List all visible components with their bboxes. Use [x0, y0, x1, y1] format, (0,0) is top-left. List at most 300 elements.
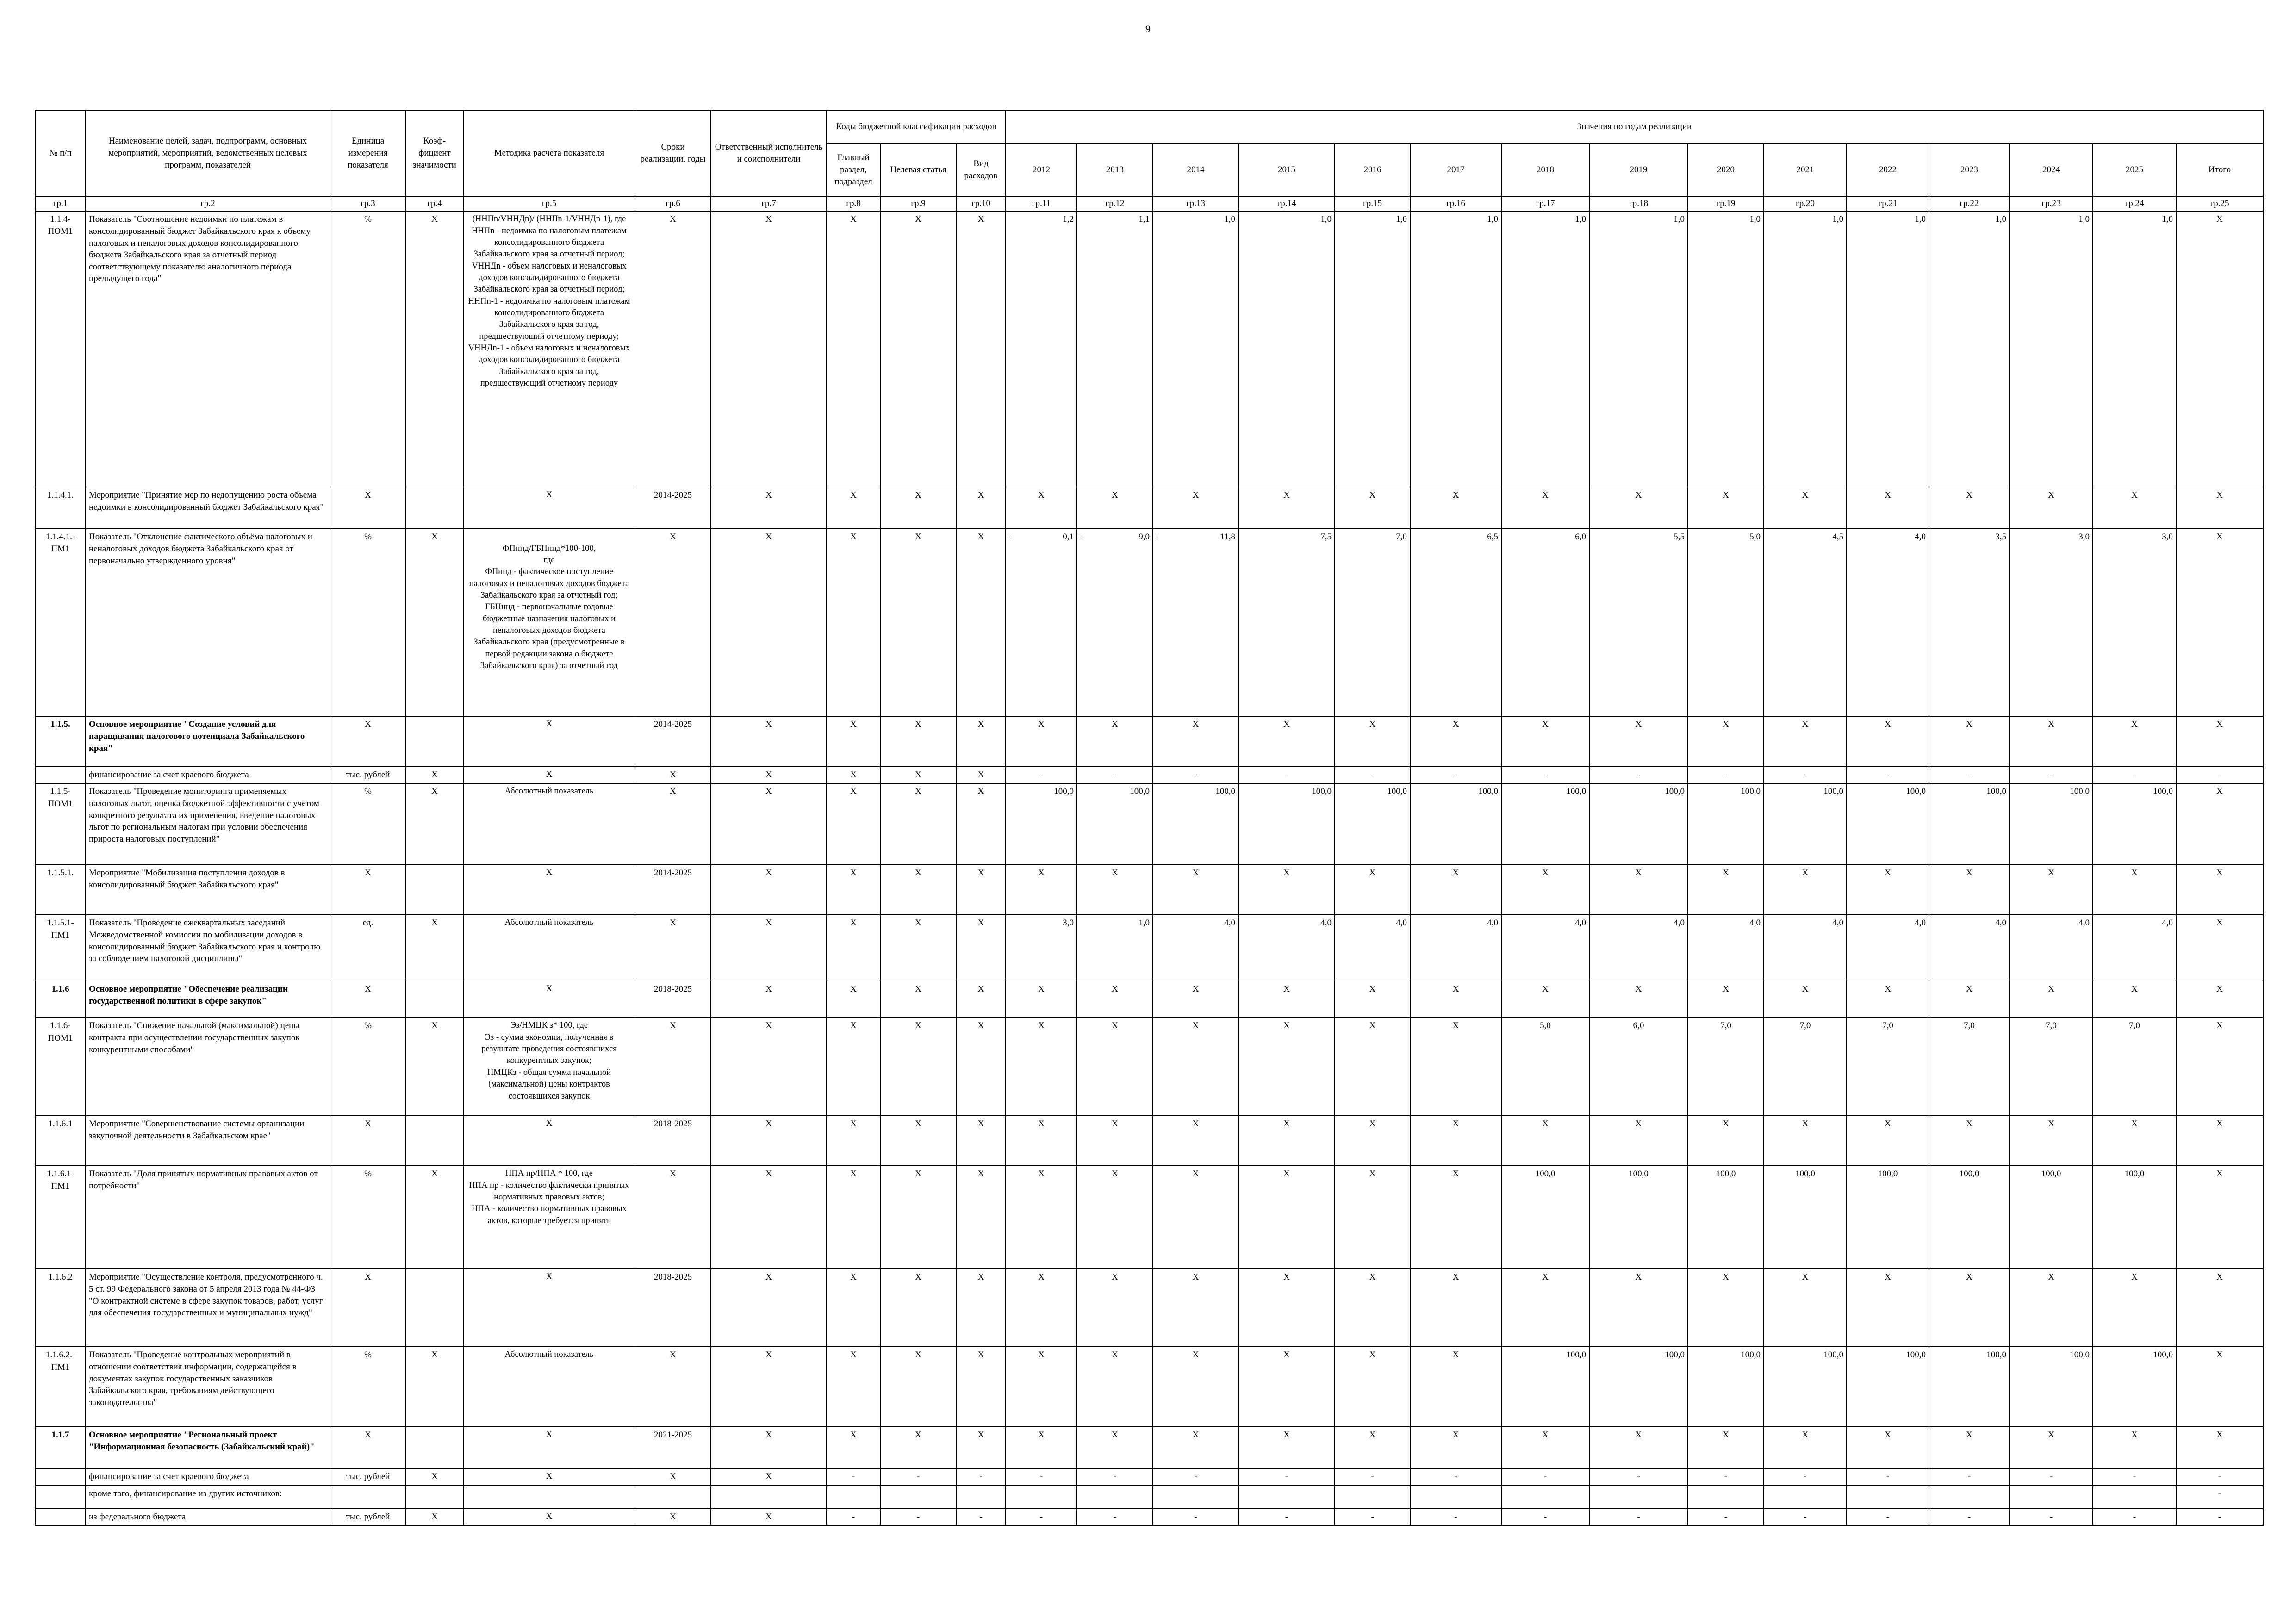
row-value: 1,2: [1006, 211, 1077, 487]
row-value: X: [1929, 981, 2010, 1018]
row-value: X: [1847, 981, 1929, 1018]
row-terms: 2018-2025: [635, 1269, 711, 1347]
group-label: гр.11: [1006, 196, 1077, 211]
row-value: X: [1238, 487, 1335, 529]
row-value: -: [2093, 1509, 2176, 1525]
row-number: 1.1.4.1.-ПМ1: [35, 529, 86, 716]
row-value: X: [1410, 487, 1501, 529]
row-value: [1589, 1486, 1688, 1509]
row-value: 7,0: [2010, 1018, 2093, 1116]
row-value: X: [2093, 1269, 2176, 1347]
row-value: [2010, 1486, 2093, 1509]
row-value: 100,0: [1501, 1166, 1589, 1269]
row-value: 1,0: [1764, 211, 1847, 487]
row-responsible: X: [711, 783, 827, 865]
row-coefficient: X: [406, 783, 463, 865]
row-unit: %: [330, 529, 406, 716]
header-year: Итого: [2176, 144, 2263, 196]
row-terms: X: [635, 529, 711, 716]
header-code-main: Главный раздел, подраздел: [827, 144, 880, 196]
row-value: -: [1153, 1509, 1238, 1525]
row-value: -: [1077, 1509, 1153, 1525]
row-name: Мероприятие "Осуществление контроля, предусмотренного ч. 5 ст. 99 Федерального закона от 5 апреля 2013 года № 44-ФЗ "О контрактной системе в сфере закупок товаров, работ, услуг для обеспечения государственных и муниципальных нужд": [86, 1269, 330, 1347]
row-value: 100,0: [1764, 1166, 1847, 1269]
row-code-target: X: [880, 1347, 956, 1427]
row-name: Показатель "Проведение контрольных мероприятий в отношении соответствия информации, содержащейся в документах закупок государственных заказчиков Забайкальского края, требованиям действующего законодательства": [86, 1347, 330, 1427]
row-code-type: X: [956, 981, 1006, 1018]
row-value: X: [2093, 716, 2176, 767]
row-value: X: [1929, 865, 2010, 915]
row-responsible: X: [711, 716, 827, 767]
row-value: 4,0: [2093, 915, 2176, 981]
row-value: X: [1764, 716, 1847, 767]
table-row: [35, 1166, 2263, 1269]
row-value: X: [1410, 865, 1501, 915]
row-value: 3,0: [2093, 529, 2176, 716]
row-value: [1077, 529, 1153, 716]
row-value: -: [1764, 1468, 1847, 1485]
row-value: X: [1589, 716, 1688, 767]
row-code-main: X: [827, 1116, 880, 1166]
row-code-type: X: [956, 865, 1006, 915]
row-unit: %: [330, 783, 406, 865]
row-value: [2093, 1486, 2176, 1509]
row-value: 100,0: [1688, 1347, 1764, 1427]
row-value: -: [1006, 1468, 1077, 1485]
group-label: гр.10: [956, 196, 1006, 211]
row-method: X: [463, 1269, 635, 1347]
row-code-type: X: [956, 529, 1006, 716]
row-name: Показатель "Проведение ежеквартальных заседаний Межведомственной комиссии по мобилизации доходов в консолидированный бюджет Забайкальского края и контролю за соблюдением налоговой дисциплины": [86, 915, 330, 981]
row-value: 4,0: [1501, 915, 1589, 981]
row-code-type: X: [956, 767, 1006, 783]
row-value: X: [1006, 1347, 1077, 1427]
row-value: [1153, 1486, 1238, 1509]
row-value: 100,0: [1847, 783, 1929, 865]
row-coefficient: X: [406, 915, 463, 981]
row-method: НПА пр/НПА * 100, где НПА пр - количество фактически принятых нормативных правовых актов; НПА - количество нормативных правовых актов, которые требуется принять: [463, 1166, 635, 1269]
row-value: X: [1929, 1269, 2010, 1347]
group-label: гр.6: [635, 196, 711, 211]
row-method: X: [463, 865, 635, 915]
row-value: X: [1006, 487, 1077, 529]
group-label: гр.24: [2093, 196, 2176, 211]
header-year: 2015: [1238, 144, 1335, 196]
row-unit: X: [330, 981, 406, 1018]
row-value: [1688, 1486, 1764, 1509]
row-value: -: [2010, 1509, 2093, 1525]
row-code-main: X: [827, 981, 880, 1018]
row-value: X: [1006, 865, 1077, 915]
row-value: -: [1335, 1509, 1410, 1525]
row-value: X: [1764, 981, 1847, 1018]
row-value: 100,0: [1335, 783, 1410, 865]
row-value: X: [2176, 1166, 2263, 1269]
row-value: -: [1589, 1468, 1688, 1485]
group-label: гр.21: [1847, 196, 1929, 211]
row-number: 1.1.5.1.: [35, 865, 86, 915]
row-number: [35, 1509, 86, 1525]
row-value: X: [1688, 981, 1764, 1018]
table-row: [35, 915, 2263, 981]
row-code-target: X: [880, 1427, 956, 1468]
row-value: -: [2176, 1509, 2263, 1525]
row-value: -: [2176, 767, 2263, 783]
row-unit: X: [330, 1269, 406, 1347]
row-value: 100,0: [1929, 783, 2010, 865]
row-value: -: [1153, 767, 1238, 783]
row-method: ФПннд/ГБНннд*100-100, где ФПннд - фактическое поступление налоговых и неналоговых доходов бюджета Забайкальского края за отчетный год; ГБНннд - первоначальные годовые бюджетные назначения налоговых и неналоговых доходов бюджета Забайкальского края (предусмотренные в первой редакции закона о бюджете Забайкальского края) за отчетный год: [463, 529, 635, 716]
row-value: 4,5: [1764, 529, 1847, 716]
row-coefficient: [406, 1486, 463, 1509]
row-value: -: [1847, 1468, 1929, 1485]
row-value: 4,0: [1238, 915, 1335, 981]
row-value: X: [1847, 1427, 1929, 1468]
row-value: X: [2010, 865, 2093, 915]
page-number: 9: [1145, 23, 1151, 35]
row-value: X: [1688, 1427, 1764, 1468]
row-value: X: [1410, 716, 1501, 767]
row-code-type: -: [956, 1468, 1006, 1485]
row-value: 100,0: [1929, 1166, 2010, 1269]
row-value: 7,5: [1238, 529, 1335, 716]
row-method: X: [463, 487, 635, 529]
header-code-type: Вид расходов: [956, 144, 1006, 196]
row-value: 7,0: [1929, 1018, 2010, 1116]
row-method: X: [463, 981, 635, 1018]
row-value: X: [1410, 1427, 1501, 1468]
row-terms: X: [635, 783, 711, 865]
row-value: X: [1501, 716, 1589, 767]
row-value: X: [1688, 1269, 1764, 1347]
row-value: -: [1688, 1468, 1764, 1485]
row-code-target: X: [880, 1269, 956, 1347]
row-value: 4,0: [2010, 915, 2093, 981]
row-value: X: [1153, 865, 1238, 915]
table-row: [35, 1468, 2263, 1485]
row-value: X: [2010, 1116, 2093, 1166]
row-responsible: X: [711, 1509, 827, 1525]
table-row: [35, 1427, 2263, 1468]
row-value: -: [2010, 767, 2093, 783]
row-terms: X: [635, 1468, 711, 1485]
row-code-main: -: [827, 1509, 880, 1525]
row-value: X: [1153, 487, 1238, 529]
row-value: -: [2176, 1486, 2263, 1509]
row-value: 100,0: [1847, 1166, 1929, 1269]
row-value: X: [2176, 1427, 2263, 1468]
row-value: 100,0: [1410, 783, 1501, 865]
row-value: 100,0: [1929, 1347, 2010, 1427]
row-value: X: [1238, 981, 1335, 1018]
row-name: Основное мероприятие "Региональный проект "Информационная безопасность (Забайкальский край)": [86, 1427, 330, 1468]
row-value: X: [1238, 1116, 1335, 1166]
row-value: -: [1764, 767, 1847, 783]
row-value: X: [1589, 1269, 1688, 1347]
row-code-type: X: [956, 783, 1006, 865]
row-name: Показатель "Снижение начальной (максимальной) цены контракта при осуществлении государственных закупок конкурентными способами": [86, 1018, 330, 1116]
row-code-target: X: [880, 1018, 956, 1116]
header-year: 2016: [1335, 144, 1410, 196]
row-responsible: X: [711, 1468, 827, 1485]
row-value: X: [1589, 1116, 1688, 1166]
row-number: 1.1.6.1-ПМ1: [35, 1166, 86, 1269]
row-value: -: [1501, 767, 1589, 783]
row-code-target: X: [880, 767, 956, 783]
row-code-target: X: [880, 865, 956, 915]
row-responsible: X: [711, 211, 827, 487]
row-value: 100,0: [1764, 783, 1847, 865]
group-label: гр.8: [827, 196, 880, 211]
header-name: Наименование целей, задач, подпрограмм, основных мероприятий, мероприятий, ведомственных целевых программ, показателей: [86, 110, 330, 196]
row-value: [1006, 529, 1077, 716]
negative-sign: -: [1008, 532, 1012, 542]
row-value: 5,5: [1589, 529, 1688, 716]
row-value: X: [1335, 1116, 1410, 1166]
row-value: 3,5: [1929, 529, 2010, 716]
row-value: 3,0: [1006, 915, 1077, 981]
row-code-target: X: [880, 716, 956, 767]
row-value: -: [1847, 1509, 1929, 1525]
row-method: X: [463, 767, 635, 783]
row-method: X: [463, 716, 635, 767]
row-terms: 2014-2025: [635, 865, 711, 915]
row-terms: 2018-2025: [635, 981, 711, 1018]
row-value: X: [1847, 716, 1929, 767]
row-value: -: [1501, 1509, 1589, 1525]
row-value: X: [1335, 1269, 1410, 1347]
row-name: кроме того, финансирование из других источников:: [86, 1486, 330, 1509]
row-code-main: X: [827, 1347, 880, 1427]
row-unit: %: [330, 1166, 406, 1269]
row-value: X: [1335, 981, 1410, 1018]
row-value: X: [1153, 1427, 1238, 1468]
row-value: X: [2176, 981, 2263, 1018]
row-number: 1.1.4-ПОМ1: [35, 211, 86, 487]
row-value: -: [1929, 1509, 2010, 1525]
row-value: 100,0: [2093, 1347, 2176, 1427]
row-value: 4,0: [1688, 915, 1764, 981]
row-value-text: 0,1: [1063, 532, 1074, 542]
header-year: 2024: [2010, 144, 2093, 196]
row-terms: X: [635, 1018, 711, 1116]
row-value: X: [1847, 1269, 1929, 1347]
row-responsible: [711, 1486, 827, 1509]
row-method: X: [463, 1509, 635, 1525]
row-code-main: X: [827, 211, 880, 487]
row-value: 100,0: [1688, 783, 1764, 865]
group-label: гр.3: [330, 196, 406, 211]
row-value: 6,5: [1410, 529, 1501, 716]
row-value: X: [1688, 865, 1764, 915]
row-value: -: [1410, 1509, 1501, 1525]
row-value: 1,0: [1589, 211, 1688, 487]
row-responsible: X: [711, 767, 827, 783]
row-code-type: X: [956, 1116, 1006, 1166]
table-row: [35, 981, 2263, 1018]
row-value: 100,0: [1589, 1166, 1688, 1269]
row-responsible: X: [711, 487, 827, 529]
group-label: гр.7: [711, 196, 827, 211]
row-value: 7,0: [2093, 1018, 2176, 1116]
row-code-type: -: [956, 1509, 1006, 1525]
row-value: X: [1847, 865, 1929, 915]
group-label: гр.14: [1238, 196, 1335, 211]
row-responsible: X: [711, 915, 827, 981]
row-value: X: [1501, 1116, 1589, 1166]
row-value: 4,0: [1153, 915, 1238, 981]
row-unit: X: [330, 716, 406, 767]
row-responsible: X: [711, 865, 827, 915]
row-responsible: X: [711, 1018, 827, 1116]
row-value: X: [1077, 1427, 1153, 1468]
row-value: X: [1589, 1427, 1688, 1468]
row-value: X: [1501, 487, 1589, 529]
row-terms: 2018-2025: [635, 1116, 711, 1166]
row-unit: X: [330, 1116, 406, 1166]
row-code-target: X: [880, 915, 956, 981]
group-label: гр.23: [2010, 196, 2093, 211]
row-value: [1006, 1486, 1077, 1509]
row-method: Абсолютный показатель: [463, 915, 635, 981]
row-value: X: [2093, 981, 2176, 1018]
row-value: 100,0: [1006, 783, 1077, 865]
group-label: гр.25: [2176, 196, 2263, 211]
row-value: X: [1238, 1347, 1335, 1427]
row-code-main: X: [827, 767, 880, 783]
row-value: 1,0: [2010, 211, 2093, 487]
row-code-target: -: [880, 1468, 956, 1485]
row-unit: тыс. рублей: [330, 1468, 406, 1485]
row-value: 100,0: [2093, 783, 2176, 865]
row-value: -: [1688, 1509, 1764, 1525]
row-code-type: X: [956, 1166, 1006, 1269]
row-number: 1.1.6-ПОМ1: [35, 1018, 86, 1116]
table-row: [35, 783, 2263, 865]
row-code-main: X: [827, 716, 880, 767]
row-value: X: [1764, 865, 1847, 915]
group-label: гр.12: [1077, 196, 1153, 211]
group-label: гр.22: [1929, 196, 2010, 211]
row-code-main: X: [827, 783, 880, 865]
row-value: X: [1077, 981, 1153, 1018]
row-value: 100,0: [1153, 783, 1238, 865]
row-value: 1,0: [1929, 211, 2010, 487]
row-value: X: [1238, 1018, 1335, 1116]
row-code-target: X: [880, 981, 956, 1018]
row-value: X: [1335, 716, 1410, 767]
row-value: X: [1847, 487, 1929, 529]
row-value-text: 9,0: [1139, 532, 1150, 542]
row-value: X: [1006, 716, 1077, 767]
row-value: X: [1077, 865, 1153, 915]
row-code-target: [880, 1486, 956, 1509]
row-value: X: [1410, 981, 1501, 1018]
header-year: 2020: [1688, 144, 1764, 196]
row-value: X: [1077, 1166, 1153, 1269]
negative-sign: -: [1080, 532, 1083, 542]
row-code-main: X: [827, 915, 880, 981]
row-responsible: X: [711, 1166, 827, 1269]
row-method: X: [463, 1116, 635, 1166]
row-coefficient: [406, 981, 463, 1018]
row-value: 4,0: [1410, 915, 1501, 981]
table-row: [35, 487, 2263, 529]
row-coefficient: X: [406, 211, 463, 487]
row-value: 3,0: [2010, 529, 2093, 716]
row-value: 7,0: [1847, 1018, 1929, 1116]
row-value: 100,0: [2010, 783, 2093, 865]
row-coefficient: X: [406, 767, 463, 783]
row-value: X: [1153, 1269, 1238, 1347]
row-value: X: [2176, 1018, 2263, 1116]
row-terms: [635, 1486, 711, 1509]
group-label: гр.13: [1153, 196, 1238, 211]
row-value: 4,0: [1929, 915, 2010, 981]
row-value: 100,0: [1238, 783, 1335, 865]
row-value: X: [1764, 487, 1847, 529]
table-row: [35, 1018, 2263, 1116]
row-value: [1153, 529, 1238, 716]
row-value: X: [1153, 1116, 1238, 1166]
row-number: 1.1.4.1.: [35, 487, 86, 529]
row-value: X: [1006, 981, 1077, 1018]
row-value: X: [1335, 865, 1410, 915]
row-value: X: [1238, 1166, 1335, 1269]
row-value: -: [1589, 1509, 1688, 1525]
header-year: 2022: [1847, 144, 1929, 196]
row-value: X: [1006, 1018, 1077, 1116]
row-value: -: [1847, 767, 1929, 783]
row-value-text: 11,8: [1220, 532, 1235, 542]
row-value: 1,0: [1077, 915, 1153, 981]
row-value: X: [2093, 1116, 2176, 1166]
group-label: гр.18: [1589, 196, 1688, 211]
row-value: 4,0: [1847, 529, 1929, 716]
group-label: гр.16: [1410, 196, 1501, 211]
row-value: 100,0: [1501, 783, 1589, 865]
row-number: 1.1.6: [35, 981, 86, 1018]
row-name: финансирование за счет краевого бюджета: [86, 1468, 330, 1485]
row-number: 1.1.6.2.-ПМ1: [35, 1347, 86, 1427]
row-value: X: [1238, 1427, 1335, 1468]
row-value: X: [2010, 1269, 2093, 1347]
row-number: [35, 1468, 86, 1485]
row-value: [1847, 1486, 1929, 1509]
row-unit: ед.: [330, 915, 406, 981]
row-name: Основное мероприятие "Создание условий для наращивания налогового потенциала Забайкальского края": [86, 716, 330, 767]
row-value: -: [1335, 1468, 1410, 1485]
row-value: X: [1335, 1166, 1410, 1269]
header-unit: Единица измерения показателя: [330, 110, 406, 196]
row-value: -: [1335, 767, 1410, 783]
table-row: [35, 1486, 2263, 1509]
row-name: Показатель "Соотношение недоимки по платежам в консолидированный бюджет Забайкальского края к объему налоговых и неналоговых доходов консолидированного бюджета Забайкальского края за отчетный период соответствующему показателю аналогичного периода предыдущего года": [86, 211, 330, 487]
row-terms: X: [635, 1347, 711, 1427]
row-name: Показатель "Отклонение фактического объёма налоговых и неналоговых доходов бюджета Забайкальского края от первоначально утвержденного уровня": [86, 529, 330, 716]
row-responsible: X: [711, 1116, 827, 1166]
header-num: № п/п: [35, 110, 86, 196]
row-code-type: X: [956, 1427, 1006, 1468]
row-value: X: [2010, 1427, 2093, 1468]
row-name: Мероприятие "Совершенствование системы организации закупочной деятельности в Забайкальском крае": [86, 1116, 330, 1166]
row-value: 100,0: [1764, 1347, 1847, 1427]
row-value: [1335, 1486, 1410, 1509]
row-value: X: [1077, 1116, 1153, 1166]
row-code-target: X: [880, 783, 956, 865]
row-terms: 2021-2025: [635, 1427, 711, 1468]
row-code-main: X: [827, 529, 880, 716]
